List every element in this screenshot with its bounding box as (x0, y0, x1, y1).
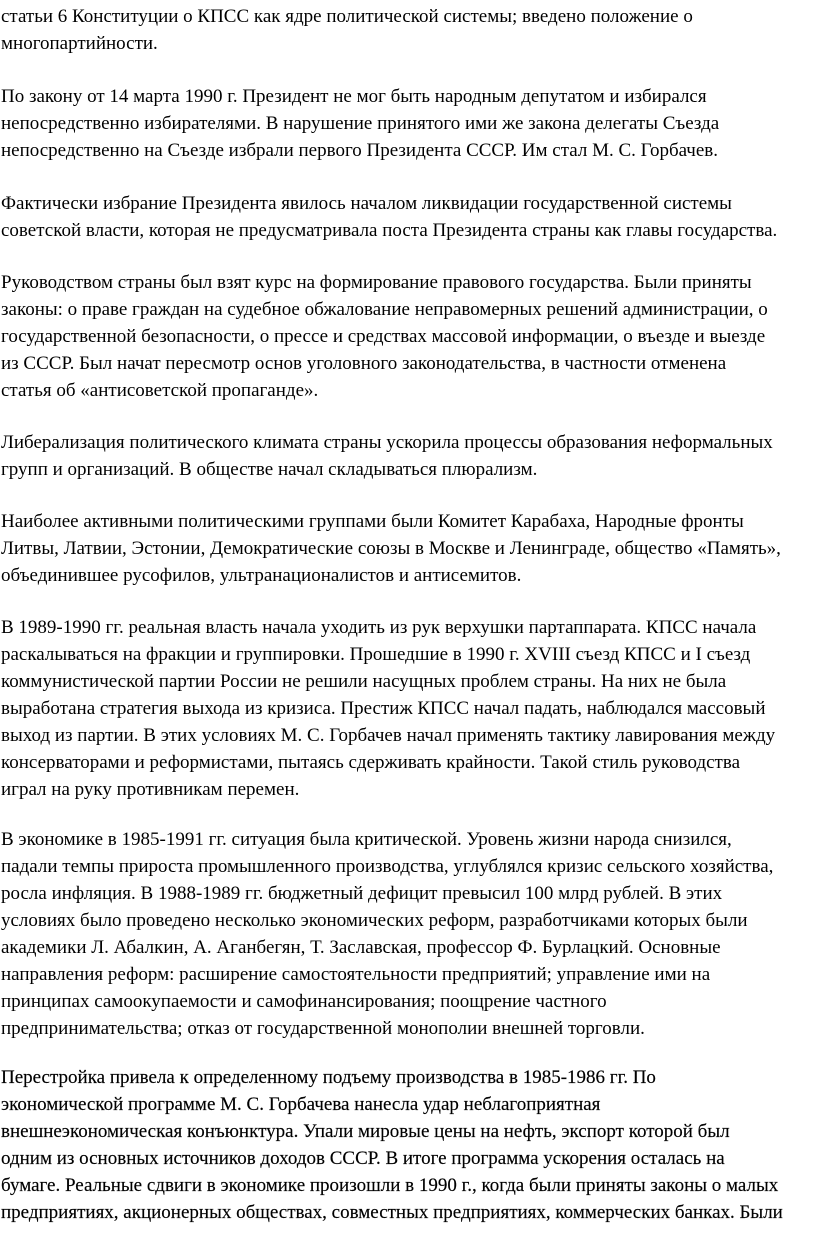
paragraph-liquidation-soviet-system: Фактически избрание Президента явилось началом ликвидации государственной системы советской власти, которая не предусматривала поста Президента страны как главы государства. (1, 193, 778, 241)
paragraph-economy-crisis: В экономике в 1985-1991 гг. ситуация была критической. Уровень жизни народа снизился, падали темпы прироста промышленного производства, углублялся кризис сельского хозяйства, росла инфляция. В 1988-1989 гг. бюджетный дефицит превысил 100 млрд рублей. В этих условиях было проведено несколько экономических реформ, разработчиками которых были академики Л. Абалкин, А. Аганбегян, Т. Заславская, профессор Ф. Бурлацкий. Основные направления реформ: расширение самостоятельности предприятий; управление ими на принципах самоокупаемости и самофинансирования; поощрение частного предпринимательства; отказ от государственной монополии внешней торговли. (1, 829, 774, 1039)
paragraph-perestroika-production: Перестройка привела к определенному подъему производства в 1985-1986 гг. По экономической программе М. С. Горбачева нанесла удар неблагоприятная внешнеэкономическая конъюнктура. Упали мировые цены на нефть, экспорт которой был одним из основных источников доходов СССР. В итоге программа ускорения осталась на бумаге. Реальные сдвиги в экономике произошли в 1990 г., когда были приняты законы о малых предприятиях, акционерных обществах, совместных предприятиях, коммерческих банках. Были (1, 1067, 783, 1223)
paragraph-article-6: статьи 6 Конституции о КПСС как ядре политической системы; введено положение о многопартийности. (1, 6, 693, 54)
paragraph-cpsu-split: В 1989-1990 гг. реальная власть начала уходить из рук верхушки партаппарата. КПСС начала раскалываться на фракции и группировки. Прошедшие в 1990 г. XVIII съезд КПСС и I съезд коммунистической партии России не решили насущных проблем страны. На них не была выработана стратегия выхода из кризиса. Престиж КПСС начал падать, наблюдался массовый выход из партии. В этих условиях М. С. Горбачев начал применять тактику лавирования между консерваторами и реформистами, пытаясь сдерживать крайности. Такой стиль руководства играл на руку противникам перемен. (1, 617, 776, 800)
paragraph-president-election-law: По закону от 14 марта 1990 г. Президент не мог быть народным депутатом и избирался непосредственно избирателями. В нарушение принятого ими же закона делегаты Съезда непосредственно на Съезде избрали первого Президента СССР. Им стал М. С. Горбачев. (1, 86, 720, 161)
paragraph-rule-of-law: Руководством страны был взят курс на формирование правового государства. Были приняты законы: о праве граждан на судебное обжалование неправомерных решений администрации, о государственной безопасности, о прессе и средствах массовой информации, о въезде и выезде из СССР. Был начат пересмотр основ уголовного законодательства, в частности отменена статья об «антисоветской пропаганде». (1, 272, 768, 401)
paragraph-liberalization: Либерализация политического климата страны ускорила процессы образования неформальных групп и организаций. В обществе начал складываться плюрализм. (1, 432, 773, 480)
paragraph-political-groups: Наиболее активными политическими группами были Комитет Карабаха, Народные фронты Литвы, Латвии, Эстонии, Демократические союзы в Москве и Ленинграде, общество «Память», объединившее русофилов, ультранационалистов и антисемитов. (1, 511, 781, 586)
